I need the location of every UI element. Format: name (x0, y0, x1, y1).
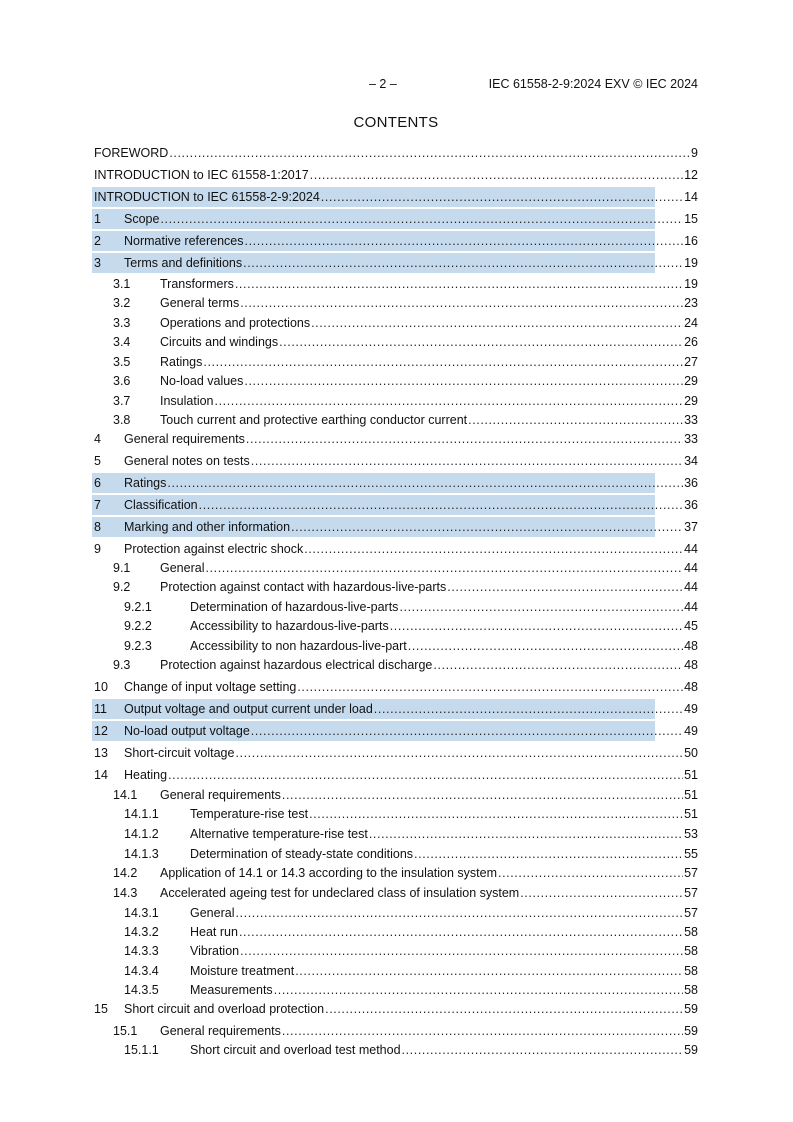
dot-leader (251, 721, 683, 741)
toc-entry-line (160, 785, 698, 805)
dot-leader (310, 165, 683, 185)
toc-entry[interactable] (0, 743, 793, 763)
toc-entry-page: 14 (684, 190, 698, 204)
dot-leader (274, 980, 683, 1000)
toc-entry[interactable] (0, 293, 793, 313)
toc-entry[interactable] (0, 209, 793, 229)
toc-entry-number: 3.2 (113, 296, 131, 310)
dot-leader (304, 539, 683, 559)
toc-entry-title: Classification (124, 498, 198, 512)
toc-entry-title: Heating (124, 768, 168, 782)
dot-leader (169, 143, 690, 163)
toc-entry-page: 58 (684, 964, 698, 978)
toc-entry-page: 23 (684, 296, 698, 310)
toc-entry[interactable] (0, 655, 793, 675)
toc-entry-line (124, 451, 698, 471)
toc-entry-number: 14.3.3 (124, 944, 159, 958)
toc-entry-number: 3.6 (113, 374, 131, 388)
toc-entry[interactable] (0, 1021, 793, 1041)
toc-entry[interactable] (0, 473, 793, 493)
toc-entry-number: 5 (94, 454, 101, 468)
toc-entry-line (190, 922, 698, 942)
toc-entry-number: 10 (94, 680, 108, 694)
toc-entry-title: INTRODUCTION to IEC 61558-2-9:2024 (94, 190, 320, 204)
toc-entry-line (124, 473, 698, 493)
toc-entry-page: 57 (684, 866, 698, 880)
dot-leader (325, 999, 683, 1019)
toc-entry[interactable] (0, 451, 793, 471)
toc-entry-title: Touch current and protective earthing conductor current (160, 413, 468, 427)
toc-entry-page: 49 (684, 724, 698, 738)
toc-entry-title: General (190, 906, 235, 920)
toc-entry-page: 16 (684, 234, 698, 248)
toc-entry-line (124, 999, 698, 1019)
dot-leader (279, 332, 683, 352)
toc-entry-title: Alternative temperature-rise test (190, 827, 368, 841)
toc-entry-number: 7 (94, 498, 101, 512)
toc-entry-number: 9.2.2 (124, 619, 152, 633)
toc-entry-title: Accelerated ageing test for undeclared class of insulation system (160, 886, 520, 900)
toc-entry-title: Protection against hazardous electrical discharge (160, 658, 433, 672)
toc-entry-line (94, 165, 698, 185)
toc-entry-title: Determination of hazardous-live-parts (190, 600, 399, 614)
toc-entry-title: Normative references (124, 234, 244, 248)
toc-entry-title: Ratings (160, 355, 203, 369)
toc-entry-page: 59 (684, 1002, 698, 1016)
toc-entry-page: 58 (684, 983, 698, 997)
dot-leader (433, 655, 683, 675)
toc-entry-line (160, 391, 698, 411)
toc-entry-number: 13 (94, 746, 108, 760)
toc-entry-line (124, 209, 698, 229)
toc-entry-line (160, 313, 698, 333)
toc-entry[interactable] (0, 143, 793, 163)
toc-entry[interactable] (0, 1040, 793, 1060)
dot-leader (369, 824, 683, 844)
toc-entry-line (160, 352, 698, 372)
toc-entry-number: 14.1.1 (124, 807, 159, 821)
toc-entry-title: Vibration (190, 944, 240, 958)
dot-leader (167, 473, 683, 493)
toc-entry-line (160, 410, 698, 430)
toc-entry-title: FOREWORD (94, 146, 169, 160)
toc-entry-number: 3.5 (113, 355, 131, 369)
toc-entry-page: 29 (684, 394, 698, 408)
toc-entry-page: 9 (691, 146, 698, 160)
toc-entry-number: 15 (94, 1002, 108, 1016)
toc-entry-page: 29 (684, 374, 698, 388)
toc-entry-title: Temperature-rise test (190, 807, 309, 821)
dot-leader (251, 451, 683, 471)
dot-leader (235, 274, 683, 294)
toc-entry-title: Transformers (160, 277, 234, 291)
toc-entry-line (124, 743, 698, 763)
toc-entry[interactable] (0, 558, 793, 578)
dot-leader (402, 1040, 684, 1060)
toc-entry[interactable] (0, 352, 793, 372)
toc-entry-line (190, 980, 698, 1000)
dot-leader (374, 699, 683, 719)
toc-entry-page: 44 (684, 580, 698, 594)
toc-entry-page: 59 (684, 1024, 698, 1038)
toc-entry-line (190, 597, 698, 617)
toc-entry-page: 33 (684, 432, 698, 446)
toc-entry-title: Short-circuit voltage (124, 746, 235, 760)
toc-entry-page: 34 (684, 454, 698, 468)
toc-entry-line (160, 371, 698, 391)
toc-entry[interactable] (0, 371, 793, 391)
dot-leader (399, 597, 683, 617)
toc-entry-number: 14.1.3 (124, 847, 159, 861)
toc-entry-page: 48 (684, 658, 698, 672)
toc-entry-title: Accessibility to hazardous-live-parts (190, 619, 389, 633)
toc-entry-number: 2 (94, 234, 101, 248)
toc-entry[interactable] (0, 332, 793, 352)
toc-entry-line (160, 274, 698, 294)
toc-entry-line (160, 558, 698, 578)
toc-entry-page: 48 (684, 680, 698, 694)
toc-entry-title: General terms (160, 296, 240, 310)
toc-entry-number: 6 (94, 476, 101, 490)
dot-leader (235, 903, 683, 923)
toc-entry-page: 37 (684, 520, 698, 534)
toc-entry-line (190, 804, 698, 824)
toc-entry[interactable] (0, 539, 793, 559)
toc-entry-page: 44 (684, 600, 698, 614)
dot-leader (240, 293, 683, 313)
dot-leader (498, 863, 683, 883)
toc-entry-line (190, 941, 698, 961)
dot-leader (205, 558, 683, 578)
dot-leader (246, 429, 683, 449)
dot-leader (239, 922, 683, 942)
toc-entry[interactable] (0, 941, 793, 961)
toc-entry-line (190, 961, 698, 981)
toc-entry-title: Output voltage and output current under load (124, 702, 373, 716)
dot-leader (203, 352, 683, 372)
toc-entry-number: 14.3.4 (124, 964, 159, 978)
toc-entry-title: Ratings (124, 476, 167, 490)
toc-entry-line (124, 253, 698, 273)
toc-entry-page: 27 (684, 355, 698, 369)
toc-entry-number: 14.3.2 (124, 925, 159, 939)
toc-entry-number: 14.3.5 (124, 983, 159, 997)
toc-entry-line (160, 577, 698, 597)
toc-entry-line (160, 655, 698, 675)
toc-entry[interactable] (0, 824, 793, 844)
toc-entry-number: 3.4 (113, 335, 131, 349)
toc-entry-line (124, 495, 698, 515)
toc-entry-line (124, 677, 698, 697)
toc-entry-number: 9.2.3 (124, 639, 152, 653)
toc-entry[interactable] (0, 187, 793, 207)
toc-entry-number: 14.1.2 (124, 827, 159, 841)
toc-entry-line (190, 616, 698, 636)
toc-entry-title: General (160, 561, 205, 575)
toc-entry[interactable] (0, 313, 793, 333)
toc-entry[interactable] (0, 391, 793, 411)
toc-entry[interactable] (0, 804, 793, 824)
toc-entry-line (160, 1021, 698, 1041)
dot-leader (160, 209, 683, 229)
toc-entry-title: Short circuit and overload test method (190, 1043, 401, 1057)
toc-entry-page: 49 (684, 702, 698, 716)
toc-entry-page: 51 (684, 768, 698, 782)
toc-entry[interactable] (0, 961, 793, 981)
toc-entry-title: Measurements (190, 983, 273, 997)
toc-entry-number: 3 (94, 256, 101, 270)
dot-leader (297, 677, 683, 697)
toc-entry-page: 44 (684, 542, 698, 556)
toc-entry-line (190, 824, 698, 844)
toc-entry-page: 44 (684, 561, 698, 575)
toc-entry[interactable] (0, 721, 793, 741)
toc-entry-line (94, 187, 698, 207)
toc-entry-line (160, 332, 698, 352)
toc-entry-line (190, 844, 698, 864)
toc-entry[interactable] (0, 785, 793, 805)
dot-leader (520, 883, 683, 903)
toc-entry-title: General requirements (160, 788, 281, 802)
toc-entry-page: 36 (684, 476, 698, 490)
toc-entry[interactable] (0, 765, 793, 785)
toc-entry-line (124, 231, 698, 251)
dot-leader (295, 961, 683, 981)
toc-entry-page: 59 (684, 1043, 698, 1057)
toc-entry-page: 12 (684, 168, 698, 182)
toc-entry[interactable] (0, 495, 793, 515)
toc-entry-title: Terms and definitions (124, 256, 243, 270)
page-header (94, 77, 698, 93)
toc-entry-number: 3.3 (113, 316, 131, 330)
toc-entry[interactable] (0, 165, 793, 185)
toc-entry-title: Application of 14.1 or 14.3 according to the insulation system (160, 866, 498, 880)
toc-entry[interactable] (0, 636, 793, 656)
toc-entry-page: 36 (684, 498, 698, 512)
toc-entry-page: 55 (684, 847, 698, 861)
toc-entry-title: No-load values (160, 374, 244, 388)
toc-entry-page: 50 (684, 746, 698, 760)
page-number: – 2 – (369, 77, 397, 91)
toc-entry-number: 9.2.1 (124, 600, 152, 614)
toc-entry-line (160, 293, 698, 313)
dot-leader (240, 941, 683, 961)
dot-leader (215, 391, 684, 411)
toc-entry-title: Heat run (190, 925, 238, 939)
toc-entry-page: 58 (684, 925, 698, 939)
toc-entry[interactable] (0, 429, 793, 449)
toc-entry[interactable] (0, 253, 793, 273)
toc-entry[interactable] (0, 903, 793, 923)
toc-entry-page: 15 (684, 212, 698, 226)
toc-entry-number: 14.3 (113, 886, 138, 900)
toc-entry-page: 53 (684, 827, 698, 841)
toc-entry-number: 9.2 (113, 580, 131, 594)
toc-entry-title: Protection against electric shock (124, 542, 304, 556)
dot-leader (447, 577, 683, 597)
toc-entry-line (124, 721, 698, 741)
toc-entry-line (190, 1040, 698, 1060)
toc-entry-page: 57 (684, 906, 698, 920)
toc-entry-line (190, 636, 698, 656)
toc-entry-page: 26 (684, 335, 698, 349)
toc-entry-line (160, 863, 698, 883)
toc-entry-title: Scope (124, 212, 160, 226)
dot-leader (468, 410, 683, 430)
toc-entry[interactable] (0, 980, 793, 1000)
toc-entry-number: 9.3 (113, 658, 131, 672)
toc-entry[interactable] (0, 274, 793, 294)
toc-entry-title: Insulation (160, 394, 214, 408)
dot-leader (311, 313, 683, 333)
dot-leader (414, 844, 683, 864)
toc-entry-number: 15.1.1 (124, 1043, 159, 1057)
dot-leader (282, 785, 683, 805)
toc-entry-number: 3.7 (113, 394, 131, 408)
toc-entry-title: General requirements (160, 1024, 281, 1038)
toc-entry-title: Circuits and windings (160, 335, 279, 349)
toc-entry[interactable] (0, 597, 793, 617)
toc-entry-title: Marking and other information (124, 520, 291, 534)
toc-entry-title: No-load output voltage (124, 724, 250, 738)
dot-leader (243, 253, 683, 273)
toc-entry[interactable] (0, 863, 793, 883)
dot-leader (321, 187, 683, 207)
toc-entry-title: General requirements (124, 432, 245, 446)
toc-entry-line (124, 429, 698, 449)
toc-entry-title: Change of input voltage setting (124, 680, 297, 694)
toc-entry[interactable] (0, 699, 793, 719)
toc-entry-line (124, 539, 698, 559)
toc-entry-title: Accessibility to non hazardous-live-part (190, 639, 407, 653)
toc-entry-title: Short circuit and overload protection (124, 1002, 325, 1016)
toc-entry-line (94, 143, 698, 163)
toc-entry-page: 19 (684, 256, 698, 270)
toc-entry-page: 51 (684, 788, 698, 802)
dot-leader (282, 1021, 683, 1041)
toc-entry-number: 8 (94, 520, 101, 534)
standard-reference: IEC 61558-2-9:2024 EXV © IEC 2024 (488, 77, 698, 91)
dot-leader (168, 765, 683, 785)
dot-leader (390, 616, 683, 636)
toc-entry-number: 11 (94, 702, 107, 716)
toc-entry-number: 14.2 (113, 866, 138, 880)
toc-entry[interactable] (0, 883, 793, 903)
toc-entry-page: 45 (684, 619, 698, 633)
toc-entry[interactable] (0, 616, 793, 636)
toc-entry[interactable] (0, 922, 793, 942)
toc-entry-page: 58 (684, 944, 698, 958)
toc-entry-title: Operations and protections (160, 316, 311, 330)
toc-entry-page: 24 (684, 316, 698, 330)
toc-entry-number: 9 (94, 542, 101, 556)
toc-entry-line (160, 883, 698, 903)
toc-entry-page: 33 (684, 413, 698, 427)
toc-entry-title: Protection against contact with hazardous-live-parts (160, 580, 447, 594)
toc-entry-number: 12 (94, 724, 108, 738)
toc-entry-title: Determination of steady-state conditions (190, 847, 414, 861)
toc-entry-number: 14.1 (113, 788, 138, 802)
toc-entry[interactable] (0, 577, 793, 597)
toc-entry-line (124, 517, 698, 537)
toc-entry-page: 51 (684, 807, 698, 821)
toc-entry-number: 15.1 (113, 1024, 138, 1038)
toc-entry-line (124, 765, 698, 785)
toc-entry-number: 4 (94, 432, 101, 446)
toc-entry-title: General notes on tests (124, 454, 250, 468)
toc-entry-page: 19 (684, 277, 698, 291)
toc-entry[interactable] (0, 844, 793, 864)
toc-entry[interactable] (0, 999, 793, 1019)
dot-leader (245, 231, 684, 251)
toc-entry[interactable] (0, 410, 793, 430)
toc-entry-page: 57 (684, 886, 698, 900)
toc-entry-number: 9.1 (113, 561, 131, 575)
toc-entry[interactable] (0, 677, 793, 697)
toc-entry-number: 1 (94, 212, 101, 226)
dot-leader (244, 371, 683, 391)
dot-leader (408, 636, 683, 656)
dot-leader (309, 804, 683, 824)
toc-entry-title: INTRODUCTION to IEC 61558-1:2017 (94, 168, 309, 182)
toc-entry-number: 14.3.1 (124, 906, 159, 920)
toc-entry-title: Moisture treatment (190, 964, 295, 978)
toc-entry-number: 3.1 (113, 277, 131, 291)
toc-entry-page: 48 (684, 639, 698, 653)
toc-entry-number: 14 (94, 768, 108, 782)
contents-title: CONTENTS (353, 114, 439, 131)
toc-entry-number: 3.8 (113, 413, 131, 427)
toc-entry[interactable] (0, 231, 793, 251)
dot-leader (235, 743, 683, 763)
toc-entry[interactable] (0, 517, 793, 537)
dot-leader (291, 517, 683, 537)
toc-entry-line (190, 903, 698, 923)
toc-entry-line (124, 699, 698, 719)
dot-leader (199, 495, 683, 515)
